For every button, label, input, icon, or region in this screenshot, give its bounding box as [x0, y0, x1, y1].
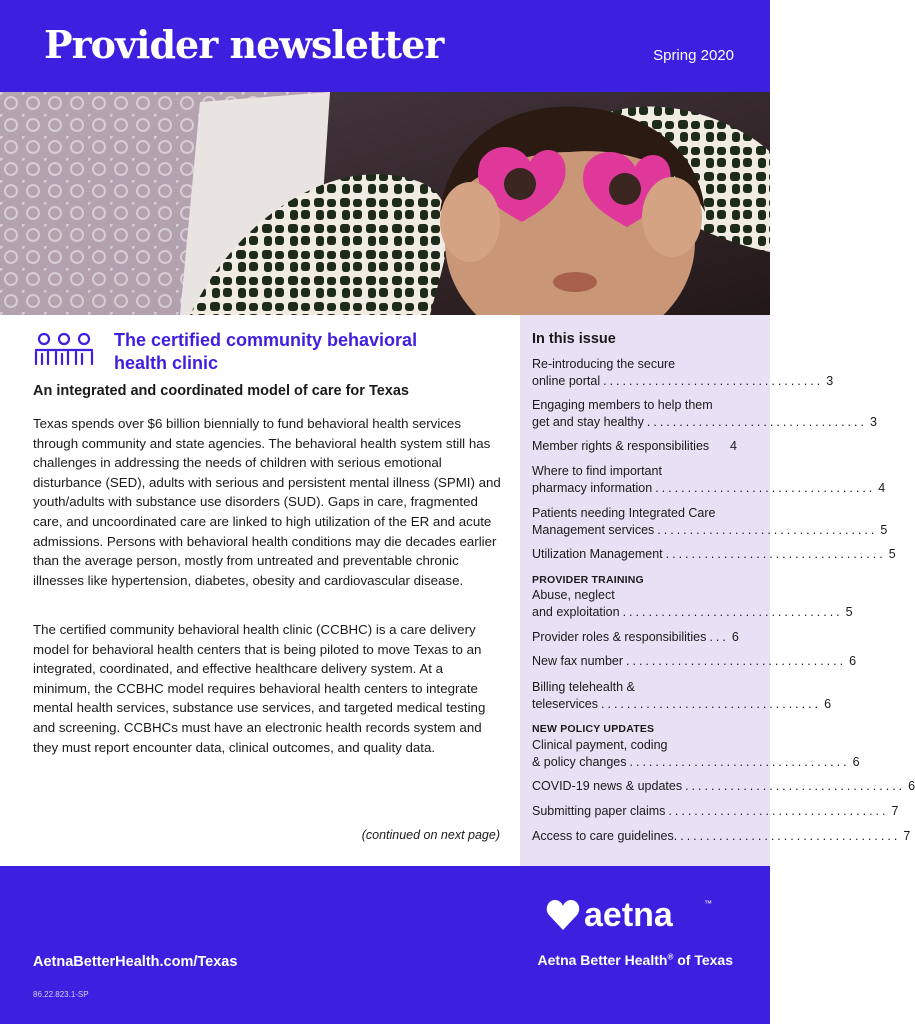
continued-note: (continued on next page) [361, 828, 500, 842]
trademark-mark: ™ [704, 899, 712, 908]
document-code: 86.22.823.1-SP [33, 990, 89, 999]
article-paragraph: The certified community behavioral health clinic (CCBHC) is a care delivery model for behavioral health centers that is being piloted to move Texas to an integrated, coordinated, and effective healthcare delivery system. At a minimum, the CCBHC model requires behavioral health centers to integrate mental health services, substance use services, and targeted medical testing and screening. CCBHCs must have an electronic health records system and they must report encounter data, clinical outcomes, and quality data. [33, 622, 486, 755]
feature-article [0, 315, 520, 866]
toc-entry[interactable]: Access to care guidelines. .................................. 7 [532, 829, 911, 843]
brand-name: Aetna Better Health® of Texas [537, 952, 733, 968]
hero-photo [0, 92, 770, 315]
in-this-issue-sidebar [520, 315, 915, 866]
issue-season: Spring 2020 [653, 47, 734, 64]
toc-entry[interactable]: Clinical payment, coding & policy changes .................................. 6 [532, 738, 860, 769]
toc-heading: In this issue [532, 331, 616, 347]
people-community-icon [33, 332, 95, 366]
toc-entry[interactable]: Provider roles & responsibilities ... 6 [532, 630, 739, 644]
toc-entry[interactable]: Re-introducing the secure online portal .................................. 3 [532, 357, 834, 388]
aetna-logo [546, 896, 716, 936]
newsletter-header [0, 0, 770, 92]
toc-entry[interactable]: New fax number .................................. 6 [532, 654, 857, 668]
toc-entry[interactable]: Member rights & responsibilities 4 [532, 439, 737, 453]
toc-section-label: NEW POLICY UPDATES [532, 723, 655, 735]
toc-entry[interactable]: Engaging members to help them get and stay healthy .................................. 3 [532, 398, 877, 429]
toc-entry[interactable]: Submitting paper claims .................................. 7 [532, 804, 899, 818]
article-title: The certified community behavioral health clinic [114, 330, 418, 373]
article-subtitle: An integrated and coordinated model of care for Texas [33, 383, 409, 399]
toc-entry[interactable]: Patients needing Integrated Care Management services .................................. 5 [532, 506, 888, 537]
toc-section-label: PROVIDER TRAINING [532, 574, 644, 586]
toc-entry[interactable]: Billing telehealth & teleservices .................................. 6 [532, 680, 832, 711]
toc-entry[interactable]: Abuse, neglect and exploitation .................................. 5 [532, 588, 853, 619]
toc-entry[interactable]: COVID-19 news & updates .................................. 6 [532, 779, 915, 793]
toc-entry[interactable]: Utilization Management .................................. 5 [532, 547, 896, 561]
newsletter-title: Provider newsletter [44, 22, 444, 67]
newsletter-footer [0, 866, 770, 1024]
toc-entry[interactable]: Where to find important pharmacy information .................................. 4 [532, 464, 886, 495]
aetna-wordmark: aetna [584, 896, 673, 934]
website-link[interactable]: AetnaBetterHealth.com/Texas [33, 954, 238, 970]
article-paragraph: Texas spends over $6 billion biennially to fund behavioral health services through community and state agencies. The behavioral health system still has challenges in addressing the needs of children with serious emotional disturbance (SED), adults with serious and persistent mental illness (SPMI) and youth/adults with substance use disorders (SUD). Gaps in care, fragmented care, and uncoordinated care are linked to high utilization of the ER and acute admissions. Persons with behavioral health conditions may die decades earlier than the average person, mostly from untreated and preventable chronic illnesses like hypertension, diabetes, obesity and cardiovascular disease. [33, 416, 501, 588]
